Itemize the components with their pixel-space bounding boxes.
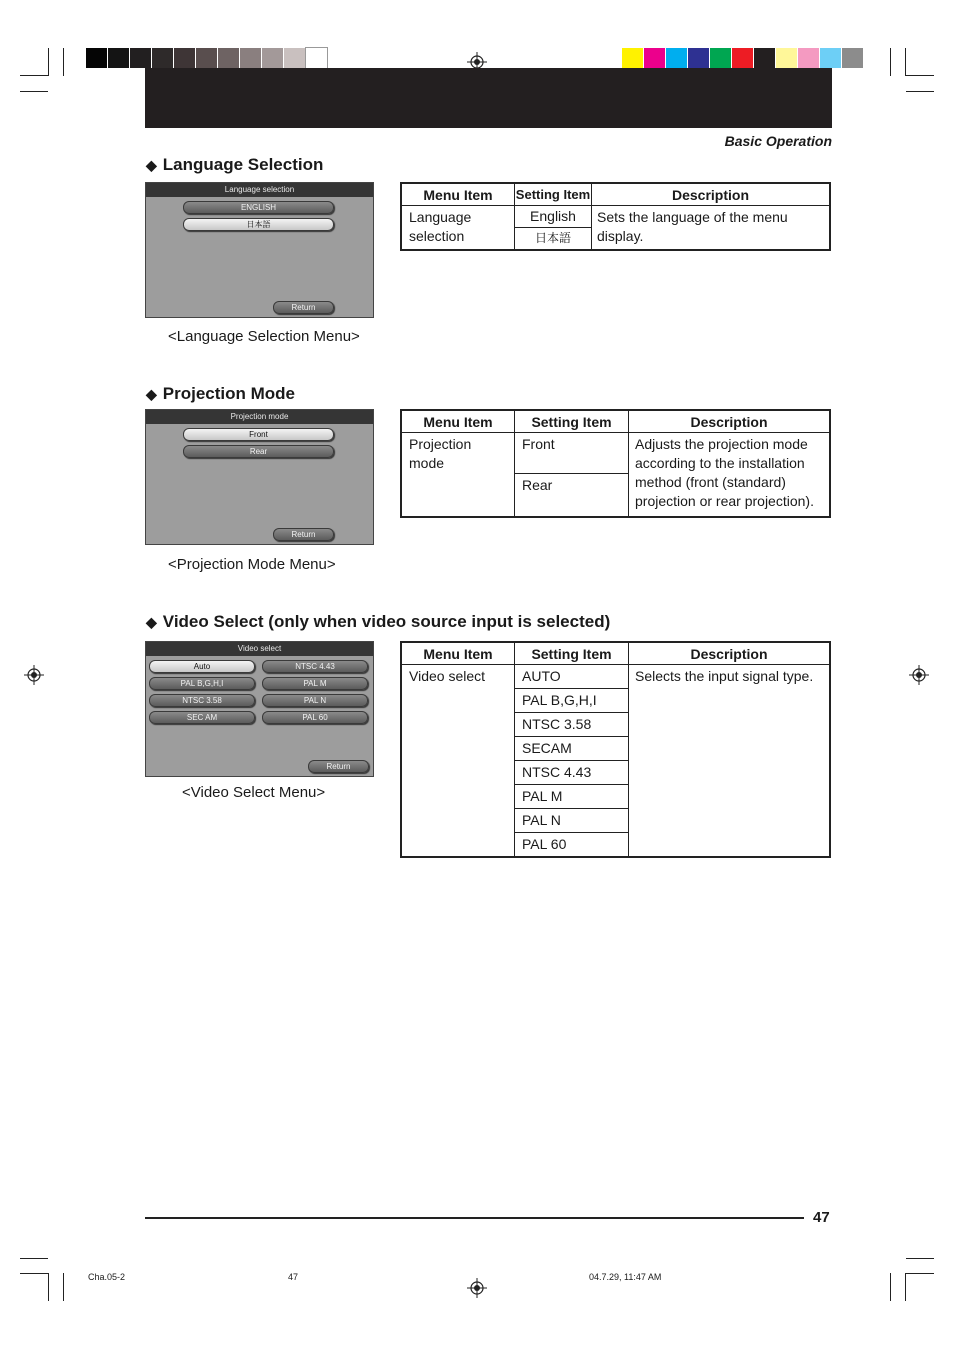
crop-mark <box>906 1258 934 1259</box>
crop-mark <box>48 1273 49 1301</box>
color-swatch <box>820 48 841 68</box>
setting-cell: Front <box>515 433 629 474</box>
setting-cell: 日本語 <box>515 228 592 251</box>
color-swatch <box>86 48 107 68</box>
setting-cell: English <box>515 206 592 228</box>
setting-cell: PAL N <box>515 809 629 833</box>
setting-cell: Rear <box>515 474 629 518</box>
header-menu-item: Menu Item <box>401 183 515 206</box>
menu-item-cell: Video select <box>401 665 515 858</box>
page-number: 47 <box>813 1209 830 1226</box>
header-setting-item: Setting Item <box>515 642 629 665</box>
setting-cell: PAL 60 <box>515 833 629 858</box>
color-swatch <box>284 48 305 68</box>
footer-rule <box>145 1217 804 1219</box>
color-swatch <box>108 48 129 68</box>
description-cell: Selects the input signal type. <box>629 665 831 858</box>
crop-mark <box>63 1273 64 1301</box>
color-swatch <box>776 48 797 68</box>
video-menu-caption: <Video Select Menu> <box>182 784 326 801</box>
header-description: Description <box>629 410 831 433</box>
projection-osd-menu <box>145 409 374 545</box>
osd-title: Video select <box>146 642 373 656</box>
osd-option-rear[interactable]: Rear <box>183 445 334 458</box>
header-band <box>145 68 832 128</box>
crop-mark <box>906 1273 934 1274</box>
color-swatch <box>196 48 217 68</box>
color-swatch <box>622 48 643 68</box>
setting-cell: PAL M <box>515 785 629 809</box>
color-bar <box>622 48 864 68</box>
grayscale-bar <box>86 48 328 68</box>
projection-table <box>400 409 831 518</box>
crop-mark <box>20 75 48 76</box>
crop-mark <box>905 48 906 76</box>
osd-option-pal-bghi[interactable]: PAL B,G,H,I <box>149 677 255 690</box>
color-swatch <box>732 48 753 68</box>
language-menu-caption: <Language Selection Menu> <box>168 328 360 345</box>
crop-mark <box>905 1273 906 1301</box>
crop-mark <box>20 91 48 92</box>
header-description: Description <box>592 183 831 206</box>
projection-mode-heading: ◆ Projection Mode <box>146 384 296 403</box>
osd-option-auto[interactable]: Auto <box>149 660 255 673</box>
language-selection-heading: ◆ Language Selection <box>146 155 324 174</box>
file-id: Cha.05-2 <box>88 1272 126 1282</box>
menu-item-cell: Projection mode <box>401 433 515 518</box>
color-swatch <box>218 48 239 68</box>
color-swatch <box>174 48 195 68</box>
crop-mark <box>20 1258 48 1259</box>
color-swatch <box>306 48 327 68</box>
crop-mark <box>890 1273 891 1301</box>
color-swatch <box>666 48 687 68</box>
color-swatch <box>798 48 819 68</box>
diamond-bullet-icon: ◆ <box>146 386 157 402</box>
color-swatch <box>688 48 709 68</box>
crop-mark <box>906 91 934 92</box>
color-swatch <box>240 48 261 68</box>
color-swatch <box>152 48 173 68</box>
color-swatch <box>754 48 775 68</box>
osd-option-japanese[interactable]: 日本語 <box>183 218 334 231</box>
crop-mark <box>906 75 934 76</box>
header-menu-item: Menu Item <box>401 642 515 665</box>
crop-mark <box>63 48 64 76</box>
setting-cell: AUTO <box>515 665 629 689</box>
description-cell: Adjusts the projection mode according to the installation method (front (standard) projection or rear projection). <box>629 433 831 518</box>
color-swatch <box>130 48 151 68</box>
color-swatch <box>644 48 665 68</box>
crop-mark <box>20 1273 48 1274</box>
osd-option-secam[interactable]: SEC AM <box>149 711 255 724</box>
osd-return-button[interactable]: Return <box>273 528 334 541</box>
video-select-heading: ◆ Video Select (only when video source input is selected) <box>146 612 611 631</box>
section-label: Basic Operation <box>724 133 832 149</box>
menu-item-cell: Language selection <box>401 206 515 251</box>
header-setting-item: Setting Item <box>515 183 592 206</box>
crop-mark <box>890 48 891 76</box>
diamond-bullet-icon: ◆ <box>146 157 157 173</box>
registration-mark-icon <box>467 1278 487 1298</box>
header-setting-item: Setting Item <box>515 410 629 433</box>
osd-option-pal-60[interactable]: PAL 60 <box>262 711 368 724</box>
osd-option-pal-m[interactable]: PAL M <box>262 677 368 690</box>
osd-option-pal-n[interactable]: PAL N <box>262 694 368 707</box>
video-osd-menu <box>145 641 374 777</box>
osd-option-ntsc-443[interactable]: NTSC 4.43 <box>262 660 368 673</box>
diamond-bullet-icon: ◆ <box>146 614 157 630</box>
setting-cell: NTSC 4.43 <box>515 761 629 785</box>
description-cell: Sets the language of the menu display. <box>592 206 831 251</box>
setting-cell: SECAM <box>515 737 629 761</box>
osd-option-ntsc-358[interactable]: NTSC 3.58 <box>149 694 255 707</box>
osd-title: Language selection <box>146 183 373 197</box>
print-timestamp: 04.7.29, 11:47 AM <box>589 1272 662 1282</box>
osd-option-front[interactable]: Front <box>183 428 334 441</box>
registration-mark-icon <box>24 665 44 685</box>
projection-menu-caption: <Projection Mode Menu> <box>168 556 336 573</box>
color-swatch <box>262 48 283 68</box>
header-description: Description <box>629 642 831 665</box>
osd-option-english[interactable]: ENGLISH <box>183 201 334 214</box>
setting-cell: NTSC 3.58 <box>515 713 629 737</box>
header-menu-item: Menu Item <box>401 410 515 433</box>
crop-mark <box>48 48 49 76</box>
osd-title: Projection mode <box>146 410 373 424</box>
video-table <box>400 641 831 858</box>
osd-return-button[interactable]: Return <box>308 760 369 773</box>
color-swatch <box>842 48 863 68</box>
setting-cell: PAL B,G,H,I <box>515 689 629 713</box>
language-osd-menu <box>145 182 374 318</box>
color-swatch <box>710 48 731 68</box>
sheet-number: 47 <box>288 1272 299 1282</box>
registration-mark-icon <box>909 665 929 685</box>
language-table <box>400 182 831 251</box>
osd-return-button[interactable]: Return <box>273 301 334 314</box>
